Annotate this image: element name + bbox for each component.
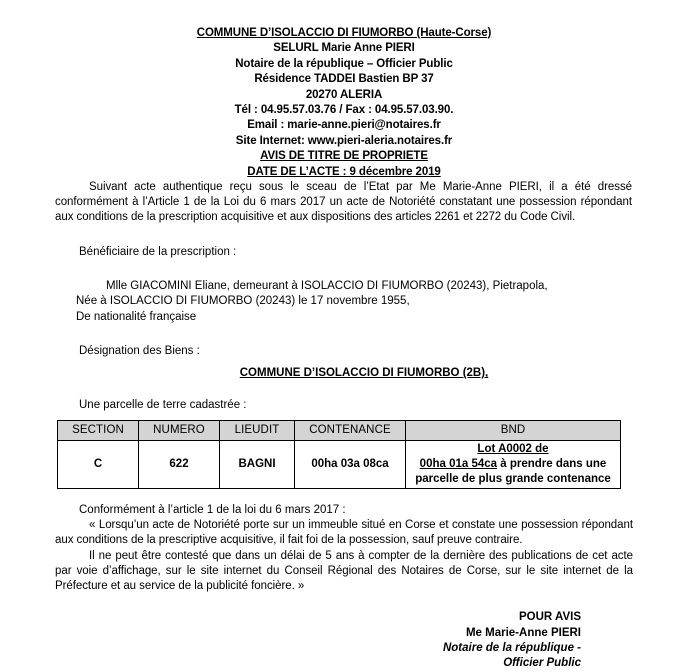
bnd-lot: Lot A0002 de xyxy=(477,442,549,455)
signature-name: Me Marie-Anne PIERI xyxy=(465,626,581,639)
letterhead-phone-fax: Tél : 04.95.57.03.76 / Fax : 04.95.57.03.90. xyxy=(234,104,454,117)
bnd-rest: à prendre dans une xyxy=(497,457,607,470)
cell-bnd xyxy=(406,440,621,488)
clause-heading: Conformément à l’article 1 de la loi du 6 mars 2017 : xyxy=(79,503,346,516)
col-header-lieudit: LIEUDIT xyxy=(220,420,295,440)
intro-paragraph: Suivant acte authentique reçu sous le sceau de l’Etat par Me Marie-Anne PIERI, il a été dressé conformément à l’Article 1 de la Loi du 6 mars 2017 un acte de Notoriété constatant une possession répondant aux conditions de la prescription acquisitive et aux dispositions des articles 2261 et 2272 du Code Civil. xyxy=(55,181,632,224)
signature-role-1: Notaire de la république - xyxy=(442,641,581,654)
letterhead-role: Notaire de la république – Officier Public xyxy=(235,57,453,70)
letterhead-address: Résidence TADDEI Bastien BP 37 xyxy=(254,73,434,86)
letterhead-city: 20270 ALERIA xyxy=(305,88,383,101)
clause-paragraph-2: Il ne peut être contesté que dans un délai de 5 ans à compter de la dernière des publications de cet acte par voie d’affichage, sur le site internet du Conseil Régional des Notaires de Corse, sur le site internet de la Préfecture et au service de la publicité foncière. » xyxy=(55,549,633,592)
document-date: DATE DE L’ACTE : 9 décembre 2019 xyxy=(247,165,441,178)
letterhead-commune: COMMUNE D’ISOLACCIO DI FIUMORBO (Haute-Corse) xyxy=(196,27,492,39)
col-header-bnd: BND xyxy=(406,420,621,440)
letterhead xyxy=(55,26,633,180)
bnd-surface: 00ha 01a 54ca xyxy=(419,457,498,470)
beneficiary-details xyxy=(55,279,633,325)
signature-pour-avis: POUR AVIS xyxy=(519,611,581,624)
parcel-label: Une parcelle de terre cadastrée : xyxy=(79,398,247,411)
beneficiary-name-line: Mlle GIACOMINI Eliane, demeurant à ISOLACCIO DI FIUMORBO (20243), Pietrapola, xyxy=(106,279,548,292)
designation-label: Désignation des Biens : xyxy=(79,345,200,358)
letterhead-website: Site Internet: www.pieri-aleria.notaires.fr xyxy=(235,134,453,147)
signature-block xyxy=(55,610,633,672)
cell-lieudit: BAGNI xyxy=(220,440,295,488)
clause-paragraph-1: « Lorsqu’un acte de Notoriété porte sur un immeuble situé en Corse et constate une possession répondant aux conditions de la prescriptive acquisitive, il fait foi de la possession, sauf preuve contraire. xyxy=(55,519,633,547)
bnd-line3: parcelle de plus grande contenance xyxy=(415,472,611,485)
beneficiary-nationality-line: De nationalité française xyxy=(76,310,197,323)
cell-section: C xyxy=(58,440,139,488)
cell-contenance: 00ha 03a 08ca xyxy=(295,440,406,488)
designation-commune: COMMUNE D’ISOLACCIO DI FIUMORBO (2B), xyxy=(239,367,489,380)
letterhead-email: Email : marie-anne.pieri@notaires.fr xyxy=(247,119,441,132)
cadastral-table xyxy=(57,420,621,489)
col-header-contenance: CONTENANCE xyxy=(295,420,406,440)
table-row xyxy=(58,440,621,488)
signature-role-2: Officier Public xyxy=(503,657,581,670)
cell-numero: 622 xyxy=(139,440,220,488)
beneficiary-label: Bénéficiaire de la prescription : xyxy=(79,245,237,258)
beneficiary-birth-line: Née à ISOLACCIO DI FIUMORBO (20243) le 17 novembre 1955, xyxy=(76,295,410,308)
col-header-section: SECTION xyxy=(58,420,139,440)
document-title: AVIS DE TITRE DE PROPRIETE xyxy=(260,150,428,163)
col-header-numero: NUMERO xyxy=(139,420,220,440)
letterhead-company: SELURL Marie Anne PIERI xyxy=(273,42,415,55)
table-header-row xyxy=(58,420,621,440)
